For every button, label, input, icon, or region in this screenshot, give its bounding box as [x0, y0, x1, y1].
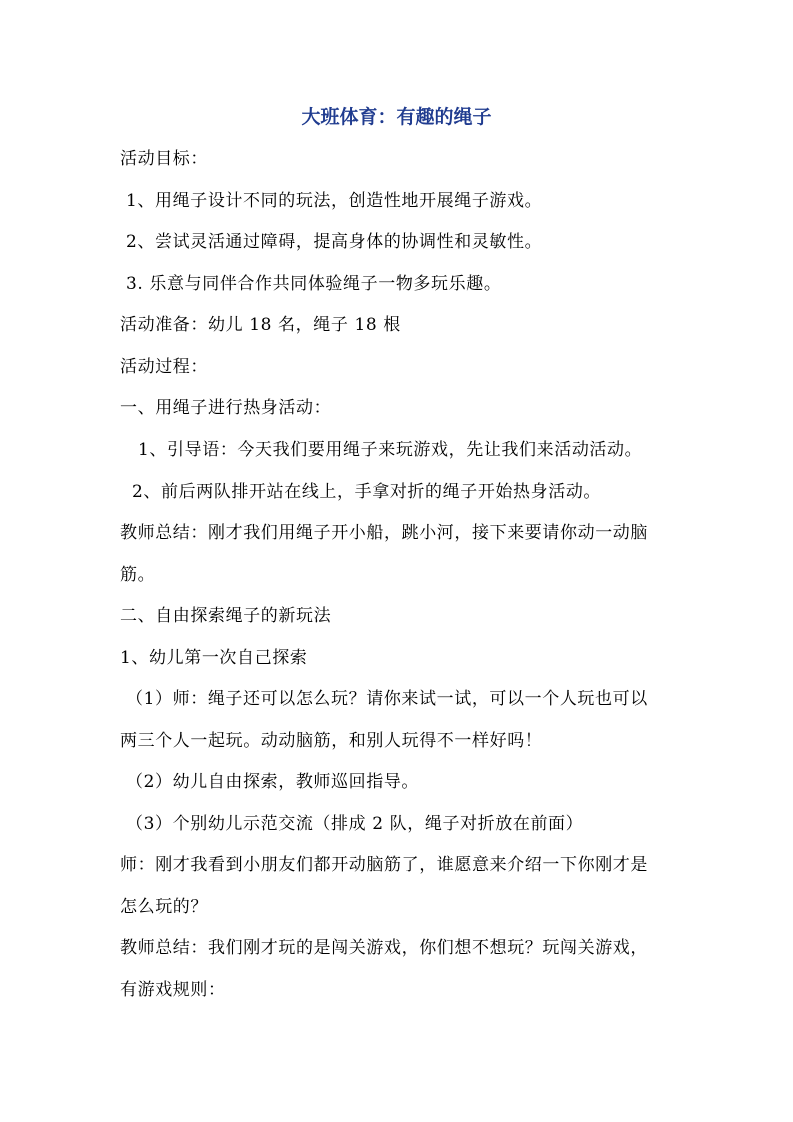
- paragraph-line: （3）个别幼儿示范交流（排成 2 队，绳子对折放在前面）: [120, 814, 584, 834]
- preparation-line: 活动准备：幼儿 18 名，绳子 18 根: [120, 315, 401, 335]
- paragraph-line: 教师总结：我们刚才玩的是闯关游戏，你们想不想玩？玩闯关游戏，: [120, 938, 648, 958]
- paragraph-line: 师：刚才我看到小朋友们都开动脑筋了，谁愿意来介绍一下你刚才是: [120, 855, 648, 875]
- paragraph-line: 1、幼儿第一次自己探索: [120, 648, 308, 668]
- paragraph-line: 有游戏规则：: [120, 980, 226, 1000]
- paragraph-line: 1、引导语：今天我们要用绳子来玩游戏，先让我们来活动活动。: [120, 440, 643, 460]
- paragraph-line: 怎么玩的？: [120, 897, 208, 917]
- paragraph-line: （1）师：绳子还可以怎么玩？请你来试一试，可以一个人玩也可以: [120, 689, 648, 709]
- goal-item-2: 2、尝试灵活通过障碍，提高身体的协调性和灵敏性。: [120, 232, 543, 252]
- paragraph-line: 筋。: [120, 565, 156, 585]
- paragraph-line: 教师总结：刚才我们用绳子开小船，跳小河，接下来要请你动一动脑: [120, 523, 648, 543]
- document-title: 大班体育：有趣的绳子: [301, 106, 492, 128]
- paragraph-line: 两三个人一起玩。动动脑筋，和别人玩得不一样好吗！: [120, 731, 543, 751]
- step-heading-1: 一、用绳子进行热身活动：: [120, 398, 332, 418]
- section-heading-process: 活动过程：: [120, 357, 208, 377]
- paragraph-line: （2）幼儿自由探索，教师巡回指导。: [120, 772, 420, 792]
- section-heading-goals: 活动目标：: [120, 149, 208, 169]
- goal-item-1: 1、用绳子设计不同的玩法，创造性地开展绳子游戏。: [120, 191, 543, 211]
- goal-item-3: 3. 乐意与同伴合作共同体验绳子一物多玩乐趣。: [120, 274, 502, 294]
- step-heading-2: 二、自由探索绳子的新玩法: [120, 606, 332, 626]
- paragraph-line: 2、前后两队排开站在线上，手拿对折的绳子开始热身活动。: [120, 482, 602, 502]
